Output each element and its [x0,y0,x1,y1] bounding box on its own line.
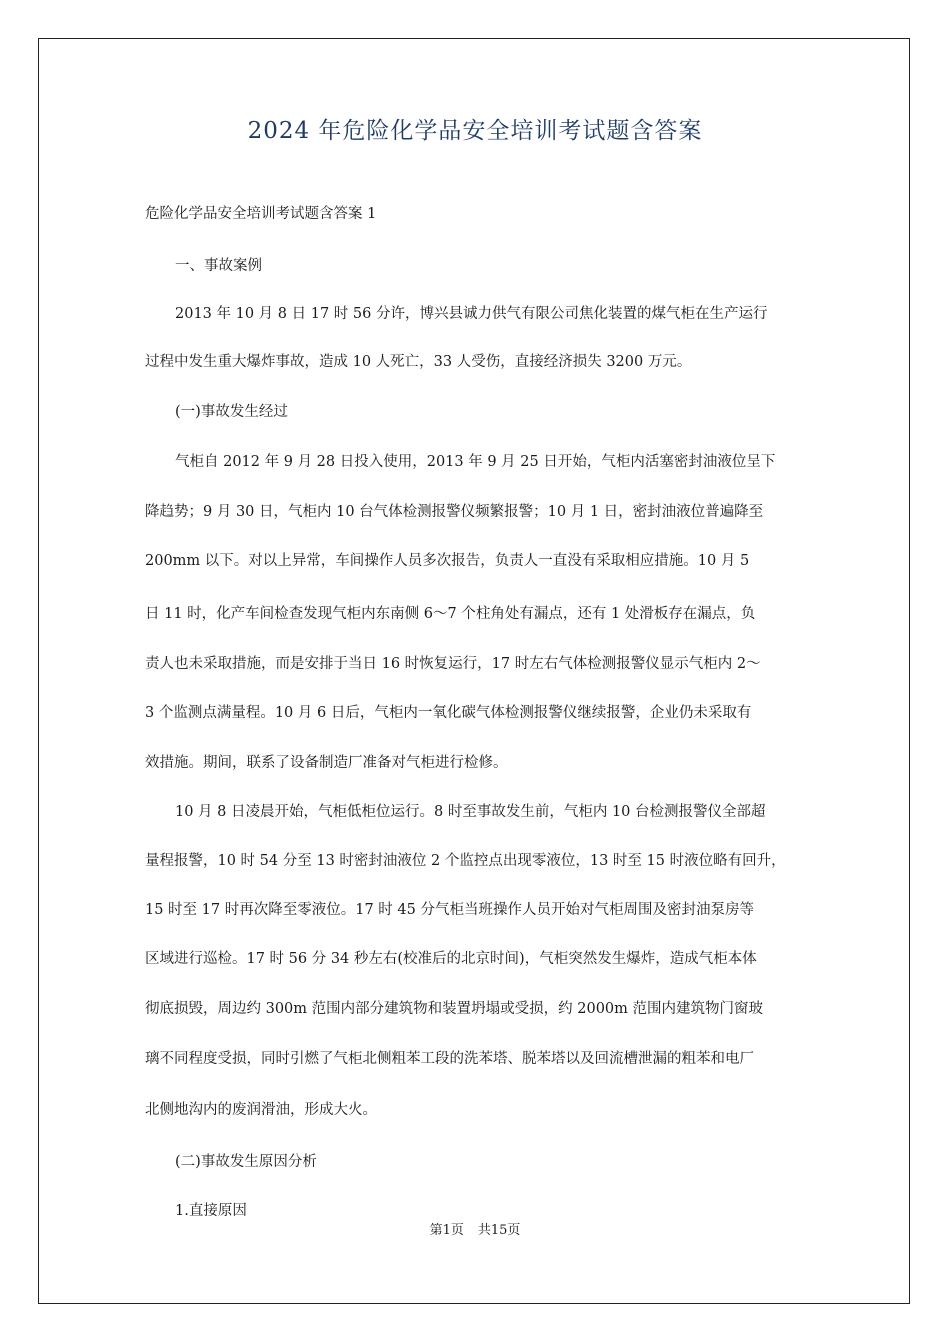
paragraph-line: 责人也未采取措施，而是安排于当日 16 时恢复运行，17 时左右气体检测报警仪显示气柜内 2～ [145,656,761,672]
paragraph-line: 彻底损毁，周边约 300m 范围内部分建筑物和装置坍塌或受损，约 2000m 范围内建筑物门窗玻 [145,1001,764,1017]
item-heading: 1.直接原因 [175,1203,247,1219]
paragraph-line: 200mm 以下。对以上异常，车间操作人员多次报告，负责人一直没有采取相应措施。10 月 5 [145,553,750,569]
paragraph-line: 15 时至 17 时再次降至零液位。17 时 45 分气柜当班操作人员开始对气柜周围及密封油泵房等 [145,902,754,918]
paragraph-line: 日 11 时，化产车间检查发现气柜内东南侧 6～7 个柱角处有漏点，还有 1 处滑板存在漏点，负 [145,606,756,622]
page-total: 共15页 [477,1223,521,1238]
document-title: 2024 年危险化学品安全培训考试题含答案 [247,118,703,144]
page-number: 第1页 [429,1223,464,1238]
paragraph-line: 2013 年 10 月 8 日 17 时 56 分许，博兴县诚力供气有限公司焦化装置的煤气柜在生产运行 [175,306,768,322]
subsection-heading: (二)事故发生原因分析 [175,1154,317,1170]
section-heading: 危险化学品安全培训考试题含答案 1 [145,206,377,222]
page-footer [0,1219,950,1238]
paragraph-line: 降趋势；9 月 30 日，气柜内 10 台气体检测报警仪频繁报警；10 月 1 日，密封油液位普遍降至 [145,504,764,520]
paragraph-line: 气柜自 2012 年 9 月 28 日投入使用，2013 年 9 月 25 日开始，气柜内活塞密封油液位呈下 [175,454,776,470]
paragraph-line: 过程中发生重大爆炸事故，造成 10 人死亡，33 人受伤，直接经济损失 3200 万元。 [145,354,692,370]
chapter-heading: 一、事故案例 [175,258,262,274]
paragraph-line: 区域进行巡检。17 时 56 分 34 秒左右(校准后的北京时间)，气柜突然发生爆炸，造成气柜本体 [145,951,757,967]
subsection-heading: (一)事故发生经过 [175,404,288,420]
paragraph-line: 北侧地沟内的废润滑油，形成大火。 [145,1102,377,1118]
paragraph-line: 效措施。期间，联系了设备制造厂准备对气柜进行检修。 [145,755,508,771]
paragraph-line: 3 个监测点满量程。10 月 6 日后，气柜内一氧化碳气体检测报警仪继续报警，企业仍未采取有 [145,705,752,721]
paragraph-line: 璃不同程度受损，同时引燃了气柜北侧粗苯工段的洗苯塔、脱苯塔以及回流槽泄漏的粗苯和电厂 [145,1051,754,1067]
paragraph-line: 量程报警，10 时 54 分至 13 时密封油液位 2 个监控点出现零液位，13 时至 15 时液位略有回升， [145,853,786,869]
paragraph-line: 10 月 8 日凌晨开始，气柜低柜位运行。8 时至事故发生前，气柜内 10 台检测报警仪全部超 [175,804,766,820]
